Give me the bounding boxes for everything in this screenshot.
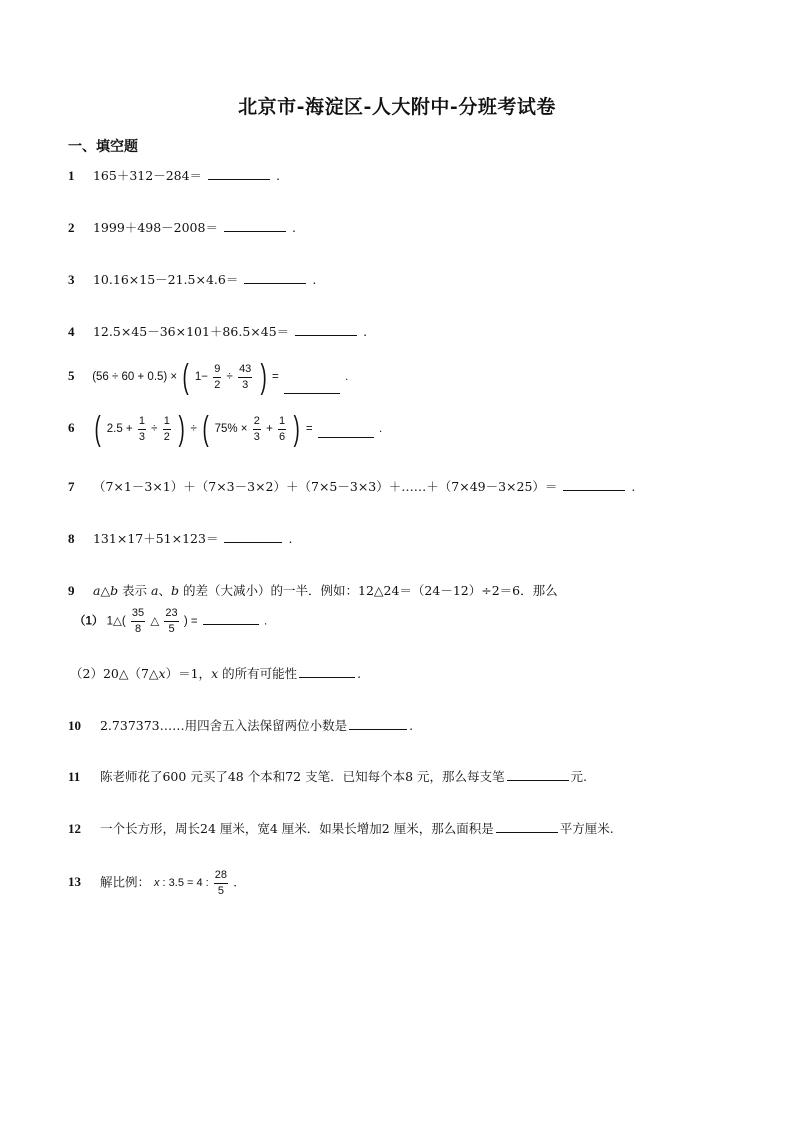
operator: ÷ [226,371,233,384]
question-number: 10 [68,718,81,733]
separator: 、 [158,583,171,598]
numerator: 23 [165,607,178,619]
fraction [131,606,145,637]
answer-blank[interactable] [284,381,340,394]
question-2 [68,218,296,236]
question-number: 6 [68,420,75,436]
question-7 [68,477,635,495]
question-number: 12 [68,821,81,836]
variable-b: b [110,583,119,598]
question-text: 解比例： [99,874,150,890]
section-heading: 一、填空题 [68,139,138,155]
period: . [357,666,362,681]
question-text: 表示 [118,583,152,598]
question-11 [68,767,587,785]
period: . [288,531,293,546]
denominator: 5 [164,621,178,637]
fraction [214,868,228,899]
question-number: 8 [68,531,75,546]
question-text: 陈老师花了600 元买了48 个本和72 支笔．已知每个本8 元，那么每支笔 [99,769,505,784]
numerator: 2 [253,414,260,427]
question-text: 131×17＋51×123＝ [92,531,219,546]
page-title: 北京市-海淀区-人大附中-分班考试卷 [238,96,556,118]
question-number: 7 [68,479,75,494]
period: . [312,272,317,287]
numerator: 1 [138,414,145,427]
answer-blank[interactable] [208,167,270,180]
question-text: 1999＋498－2008＝ [92,220,218,235]
question-text: ）＝1， [165,666,212,681]
question-text: 10.16×15－21.5×4.6＝ [92,272,239,287]
period: . [631,479,636,494]
denominator: 8 [131,621,145,637]
answer-blank[interactable] [349,717,407,730]
question-text: 20△（7△ [102,666,159,681]
question-number: 9 [68,583,75,598]
fraction [253,414,261,445]
question-6 [68,412,382,446]
expr-part: 1△( [106,615,126,628]
question-9-part-1 [74,606,267,637]
question-number: 1 [68,168,75,183]
expr-part: 75% × [214,423,248,436]
period: . [409,718,414,733]
unit: 元 [570,769,584,784]
period: . [583,769,588,784]
expr-part: ) [183,615,188,628]
answer-blank[interactable] [507,768,569,781]
denominator: 2 [214,378,221,391]
question-9 [68,581,558,599]
answer-blank[interactable] [563,478,625,491]
period: . [378,423,383,436]
answer-blank[interactable] [299,665,355,678]
question-text: 165＋312－284＝ [92,168,203,183]
fraction [238,362,252,393]
question-12 [68,819,614,837]
question-1 [68,166,280,184]
fraction [163,414,171,445]
right-paren: ) [293,410,301,448]
left-paren: ( [202,410,209,448]
question-number: 2 [68,220,75,235]
left-paren: ( [94,410,101,448]
period: . [276,168,281,183]
question-text: 12.5×45－36×101＋86.5×45＝ [92,324,290,339]
operator: = [305,423,313,436]
denominator: 3 [138,430,145,443]
left-paren: ( [182,358,190,396]
answer-blank[interactable] [203,612,259,625]
operator: + [266,423,273,436]
answer-blank[interactable] [224,530,282,543]
answer-blank[interactable] [224,219,286,232]
answer-blank[interactable] [318,425,374,438]
operator: ÷ [190,423,197,436]
fraction [164,606,178,637]
question-3 [68,270,316,288]
variable-x: x [211,666,219,681]
period: . [609,821,614,836]
period: . [345,371,349,384]
question-number: 3 [68,272,75,287]
operator: ÷ [151,423,158,436]
part-label: （1） [74,615,104,628]
numerator: 35 [131,607,145,619]
variable-b: b [171,583,180,598]
question-number: 5 [68,368,75,384]
denominator: 3 [253,430,260,443]
triangle-operator: △ [150,615,160,628]
denominator: 2 [163,430,170,443]
numerator: 9 [214,362,221,375]
numerator: 43 [239,362,252,375]
question-number: 4 [68,324,75,339]
right-paren: ) [178,410,185,448]
question-number: 13 [68,874,81,890]
answer-blank[interactable] [496,820,558,833]
question-4 [68,322,367,340]
ratio-expression: : 3.5 = 4 : [159,877,209,890]
expr-part: 1− [194,371,209,384]
question-5 [68,360,348,394]
fraction [138,414,146,445]
period: . [291,220,296,235]
variable-x: x [153,877,160,890]
period: . [264,615,268,628]
fraction [213,362,221,393]
question-text: （7×1－3×1）＋（7×3－3×2）＋（7×5－3×3）＋……＋（7×49－3×25）＝ [92,479,558,494]
question-text: 2.737373……用四舍五入法保留两位小数是 [99,718,348,733]
question-8 [68,529,292,547]
question-text: 的所有可能性 [218,666,298,681]
expr-part: (56 ÷ 60 + 0.5) × [92,371,178,384]
variable-a: a [151,583,159,598]
period: . [363,324,368,339]
denominator: 3 [238,377,252,393]
unit: 平方厘米 [559,821,610,836]
question-text: 一个长方形，周长24 厘米，宽4 厘米．如果长增加2 厘米，那么面积是 [99,821,494,836]
denominator: 5 [214,883,228,899]
answer-blank[interactable] [244,271,306,284]
numerator: 28 [214,869,228,881]
operator: = [190,615,198,628]
answer-blank[interactable] [295,323,357,336]
question-13 [68,868,237,899]
expr-part: 2.5 + [106,423,133,436]
numerator: 1 [278,414,286,427]
question-text: 的差（大减小）的一半．例如：12△24＝（24－12）÷2＝6．那么 [179,583,558,598]
right-paren: ) [260,358,267,396]
period: . [233,874,238,890]
denominator: 6 [278,430,286,443]
operator: = [272,371,279,384]
question-9-part-2 [70,664,361,682]
triangle-operator: △ [100,583,111,598]
variable-x: x [158,666,166,681]
question-10 [68,716,413,734]
fraction [278,414,286,445]
variable-a: a [92,583,101,598]
question-number: 11 [68,769,81,784]
numerator: 1 [163,414,170,427]
part-label: （2） [70,666,103,681]
